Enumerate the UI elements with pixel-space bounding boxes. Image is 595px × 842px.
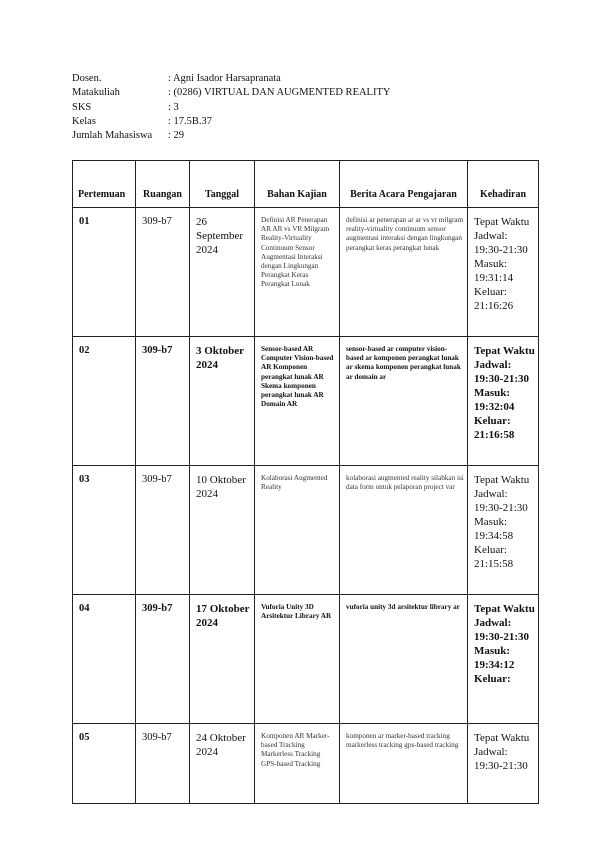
header-label: Matakuliah — [72, 87, 120, 99]
date-cell: 24 Oktober 2024 — [190, 724, 255, 804]
attendance-line: Tepat Waktu — [474, 603, 535, 615]
topic-cell: Komponen AR Marker-based Tracking Markerless Tracking GPS-based Tracking — [255, 724, 340, 804]
header-label: SKS — [72, 101, 92, 113]
room-cell: 309-b7 — [136, 208, 190, 337]
attendance-cell — [468, 208, 539, 337]
attendance-line: Masuk: 19:34:12 — [474, 645, 515, 671]
header-line-class — [72, 115, 390, 129]
attendance-cell — [468, 595, 539, 724]
attendance-line: Jadwal: 19:30-21:30 — [474, 359, 529, 385]
table-row — [73, 337, 539, 466]
column-header: Ruangan — [136, 161, 190, 208]
attendance-line: Tepat Waktu — [474, 732, 530, 744]
column-header: Bahan Kajian — [255, 161, 340, 208]
column-header: Pertemuan — [73, 161, 136, 208]
attendance-line: Tepat Waktu — [474, 216, 530, 228]
date-cell: 3 Oktober 2024 — [190, 337, 255, 466]
table-body — [73, 208, 539, 804]
header-value: : (0286) VIRTUAL DAN AUGMENTED REALITY — [168, 87, 391, 99]
header-value: : Agni Isador Harsapranata — [168, 73, 281, 84]
table-row — [73, 595, 539, 724]
attendance-table — [72, 160, 539, 804]
report-cell: komponen ar marker-based tracking markerless tracking gps-based tracking — [340, 724, 468, 804]
header-line-lecturer — [72, 72, 390, 86]
attendance-line: Tepat Waktu — [474, 474, 530, 486]
attendance-line: Tepat Waktu — [474, 345, 535, 357]
room-cell: 309-b7 — [136, 595, 190, 724]
header-value: : 17.5B.37 — [168, 115, 213, 127]
meeting-number: 02 — [73, 337, 136, 466]
table-row — [73, 724, 539, 804]
topic-cell: Vuforia Unity 3D Arsitektur Library AR — [255, 595, 340, 724]
header-value: : 3 — [168, 101, 179, 113]
attendance-line: Jadwal: 19:30-21:30 — [474, 230, 528, 256]
header-line-credits — [72, 101, 390, 115]
room-cell: 309-b7 — [136, 724, 190, 804]
table-header-row — [73, 161, 539, 208]
topic-cell: Kolaborasi Augmented Reality — [255, 466, 340, 595]
report-cell: vuforia unity 3d arsitektur library ar — [340, 595, 468, 724]
date-cell: 10 Oktober 2024 — [190, 466, 255, 595]
topic-cell: Definisi AR Penerapan AR AR vs VR Milgram Reality-Virtuality Continuum Sensor Augmentasi Interaksi dengan Lingkungan Perangkat Keras Perangkat Lunak — [255, 208, 340, 337]
attendance-cell — [468, 337, 539, 466]
attendance-cell — [468, 466, 539, 595]
meeting-number: 01 — [73, 208, 136, 337]
table-row — [73, 208, 539, 337]
column-header: Kehadiran — [468, 161, 539, 208]
attendance-line: Masuk: 19:34:58 — [474, 516, 514, 542]
header-value: : 29 — [168, 130, 185, 142]
attendance-cell — [468, 724, 539, 804]
meeting-number: 03 — [73, 466, 136, 595]
header-label: Dosen. — [72, 73, 102, 84]
header-label: Jumlah Mahasiswa — [72, 130, 153, 142]
attendance-line: Keluar: 21:15:58 — [474, 544, 514, 570]
attendance-line: Jadwal: 19:30-21:30 — [474, 617, 529, 643]
report-cell: definisi ar penerapan ar ar vs vr milgram reality-virtuality continuum sensor augmentasi interaksi dengan lingkungan perangkat keras perangkat lunak — [340, 208, 468, 337]
column-header: Tanggal — [190, 161, 255, 208]
date-cell: 17 Oktober 2024 — [190, 595, 255, 724]
attendance-line: Keluar: 21:16:58 — [474, 415, 515, 441]
report-cell: kolaborasi augmented reality silahkan isi data form untuk pelaporan project var — [340, 466, 468, 595]
attendance-line: Masuk: 19:32:04 — [474, 387, 515, 413]
header-label: Kelas — [72, 115, 96, 127]
attendance-line: Jadwal: 19:30-21:30 — [474, 746, 528, 772]
column-header: Berita Acara Pengajaran — [340, 161, 468, 208]
meeting-number: 05 — [73, 724, 136, 804]
table-row — [73, 466, 539, 595]
date-cell: 26 September 2024 — [190, 208, 255, 337]
report-cell: sensor-based ar computer vision-based ar komponen perangkat lunak ar skema komponen perangkat lunak ar domain ar — [340, 337, 468, 466]
attendance-line: Masuk: 19:31:14 — [474, 258, 514, 284]
attendance-line: Jadwal: 19:30-21:30 — [474, 488, 528, 514]
room-cell: 309-b7 — [136, 337, 190, 466]
attendance-line: Keluar: 21:16:26 — [474, 286, 514, 312]
header-line-course — [72, 86, 390, 100]
header-line-students — [72, 129, 390, 143]
room-cell: 309-b7 — [136, 466, 190, 595]
meeting-number: 04 — [73, 595, 136, 724]
topic-cell: Sensor-based AR Computer Vision-based AR Komponen perangkat lunak AR Skema komponen perangkat lunak AR Domain AR — [255, 337, 340, 466]
course-header — [72, 72, 390, 143]
attendance-line: Keluar: — [474, 673, 511, 685]
